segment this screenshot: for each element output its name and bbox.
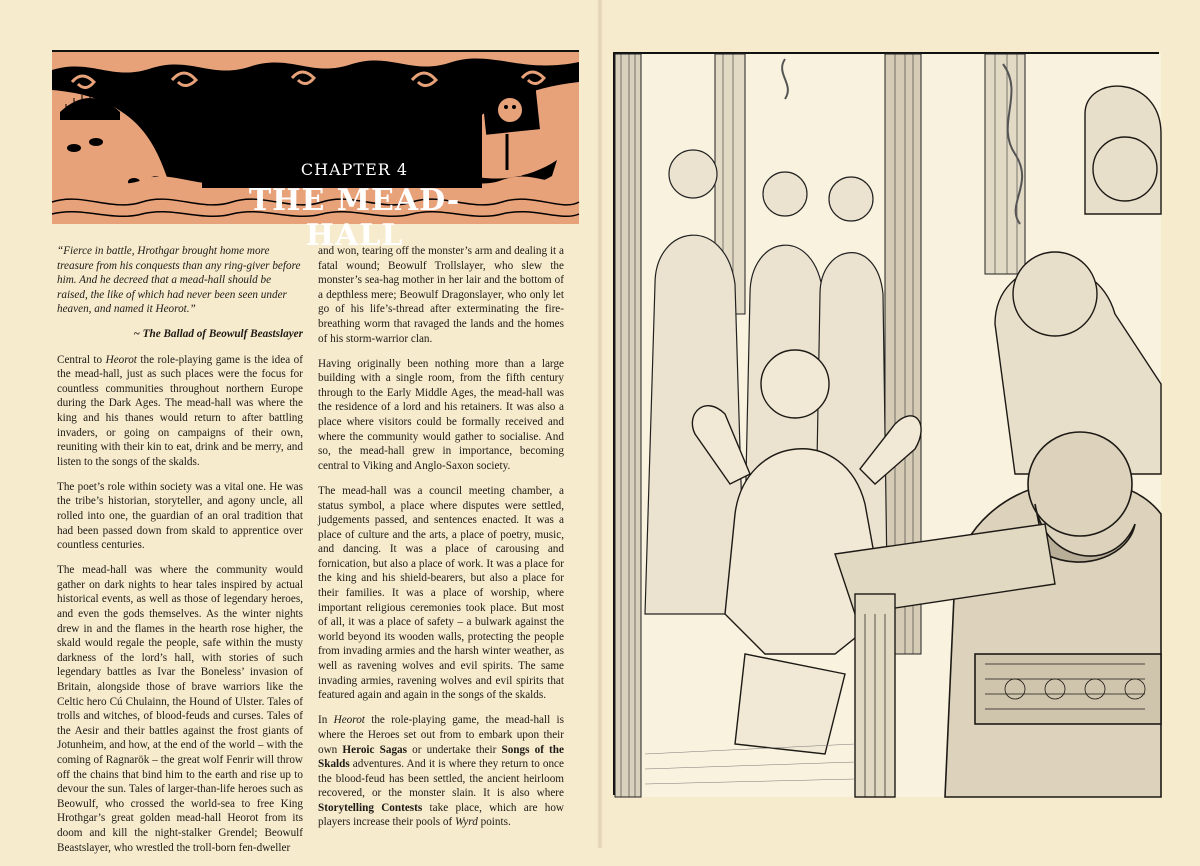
text-run: take place, which are how players increase their pools of bbox=[318, 801, 565, 829]
text-run: the role-playing game is the idea of the mead-hall, just as such places were the focus for countless communities throughout northern Europe during the Dark Ages. The mead-hall was where the king and his thanes would return to after battling invaders, or going on campaigns of their own, reuniting with their kin to eat, drink and be merry, and listen to the songs of the skalds. bbox=[57, 353, 303, 468]
paragraph bbox=[318, 713, 564, 830]
illustration-mead-hall bbox=[613, 52, 1159, 795]
text-run: Central to bbox=[57, 353, 106, 366]
text-run: In bbox=[318, 714, 334, 727]
chapter-number: CHAPTER 4 bbox=[300, 160, 409, 179]
chapter-banner bbox=[52, 50, 579, 253]
paragraph: The poet’s role within society was a vital one. He was the tribe’s historian, storyteller, and agony uncle, all rolled into one, the guardian of an oral tradition that had been passed down from skald to apprentice over countless centuries. bbox=[57, 480, 303, 552]
paragraph: The mead-hall was a council meeting chamber, a status symbol, a place where disputes were settled, judgements passed, and sentences enacted. It was a place of culture and the arts, a place of poetry, music, and dancing. It was a place of carousing and fornication, but also a place of work. It was a place for the king and his shield-bearers, but also a place for their families. It was a place of worship, where important religious ceremonies took place. But most of all, it was a place of safety – a bulwark against the world beyond its wooden walls, protecting the people from invading armies and the harsh winter weather, as well as ravening wolves and evil spirits. The same invading armies, ravening wolves and evil spirits that featured again and again in the songs of the skalds. bbox=[318, 484, 564, 702]
emphasis-heorot: Heorot bbox=[333, 714, 365, 727]
text-run: points. bbox=[477, 816, 511, 829]
paragraph: and won, tearing off the monster’s arm and dealing it a fatal wound; Beowulf Trollslayer, who slew the monster’s sea-hag mother in her lair and the bottom of a depthless mere; Beowulf Dragonslayer, who only let go of his life’s-thread after exterminating the fire-breathing worm that ravaged the lands and the homes of his storm-warrior clan. bbox=[318, 245, 564, 345]
illustration-drawing bbox=[615, 54, 1161, 797]
page-gutter bbox=[597, 0, 603, 848]
paragraph: The mead-hall was where the community would gather on dark nights to hear tales inspired by actual historical events, as well as those of legendary heroes, and even the gods themselves. As the winter nights drew in and the flames in the hearth rose higher, the skald would regale the people, safe within the musty darkness of the lord’s hall, with stories of such legendary battles as Ivar the Boneless’ invasion of Britain, alongside those of brave warriors like the Celtic hero Cú Chulainn, the Hound of Ulster. Tales of trolls and witches, of blood-feuds and curses. Tales of the Aesir and their battles against the frost giants of Jotunheim, and how, at the end of the world – with the coming of Ragnarök – the great wolf Fenrir will throw off the chains that bind him to the earth and rise up to devour the sun. Tales of larger-than-life heroes such as Beowulf, who crossed the world-sea to free King Hrothgar’s great golden mead-hall Heorot from its doom and kill the night-stalker Grendel; Beowulf Beastslayer, who wrestled the troll-born fen-dweller bbox=[57, 564, 303, 854]
term-heroic-sagas: Heroic Sagas bbox=[342, 743, 407, 756]
paragraph: Having originally been nothing more than a large building with a single room, from the fifth century through to the Early Middle Ages, the mead-hall was the residence of a lord and his retainers. It was also a place where visitors could be formally received and where the community would gather to socialise. And so, the mead-hall grew in importance, becoming central to Viking and Anglo-Saxon society. bbox=[318, 357, 564, 472]
text-run: or undertake their bbox=[407, 743, 502, 756]
epigraph-attribution: ~ The Ballad of Beowulf Beastslayer bbox=[133, 328, 303, 341]
term-storytelling-contests: Storytelling Contests bbox=[318, 801, 423, 814]
epigraph-quote: “Fierce in battle, Hrothgar brought home more treasure from his conquests than any ring-giver before him. And he decreed that a mead-hall should be raised, the like of which had never been seen under heaven, and named it Heorot.” bbox=[57, 245, 301, 316]
text-run: adventures. And it is where they return to once the blood-feud has been settled, the ancient heirloom recovered, or the monster slain. It is also where bbox=[318, 758, 564, 800]
chapter-title: THE MEAD-HALL bbox=[248, 183, 461, 253]
emphasis-wyrd: Wyrd bbox=[455, 816, 478, 829]
term-songs-of-the-skalds: Songs of the Skalds bbox=[318, 743, 564, 771]
text-column-left bbox=[57, 244, 303, 866]
emphasis-heorot: Heorot bbox=[105, 353, 137, 366]
text-run: the role-playing game, the mead-hall is where the Heroes set out from to embark upon their own bbox=[318, 714, 564, 756]
paragraph bbox=[57, 353, 303, 470]
text-column-right bbox=[318, 244, 564, 841]
